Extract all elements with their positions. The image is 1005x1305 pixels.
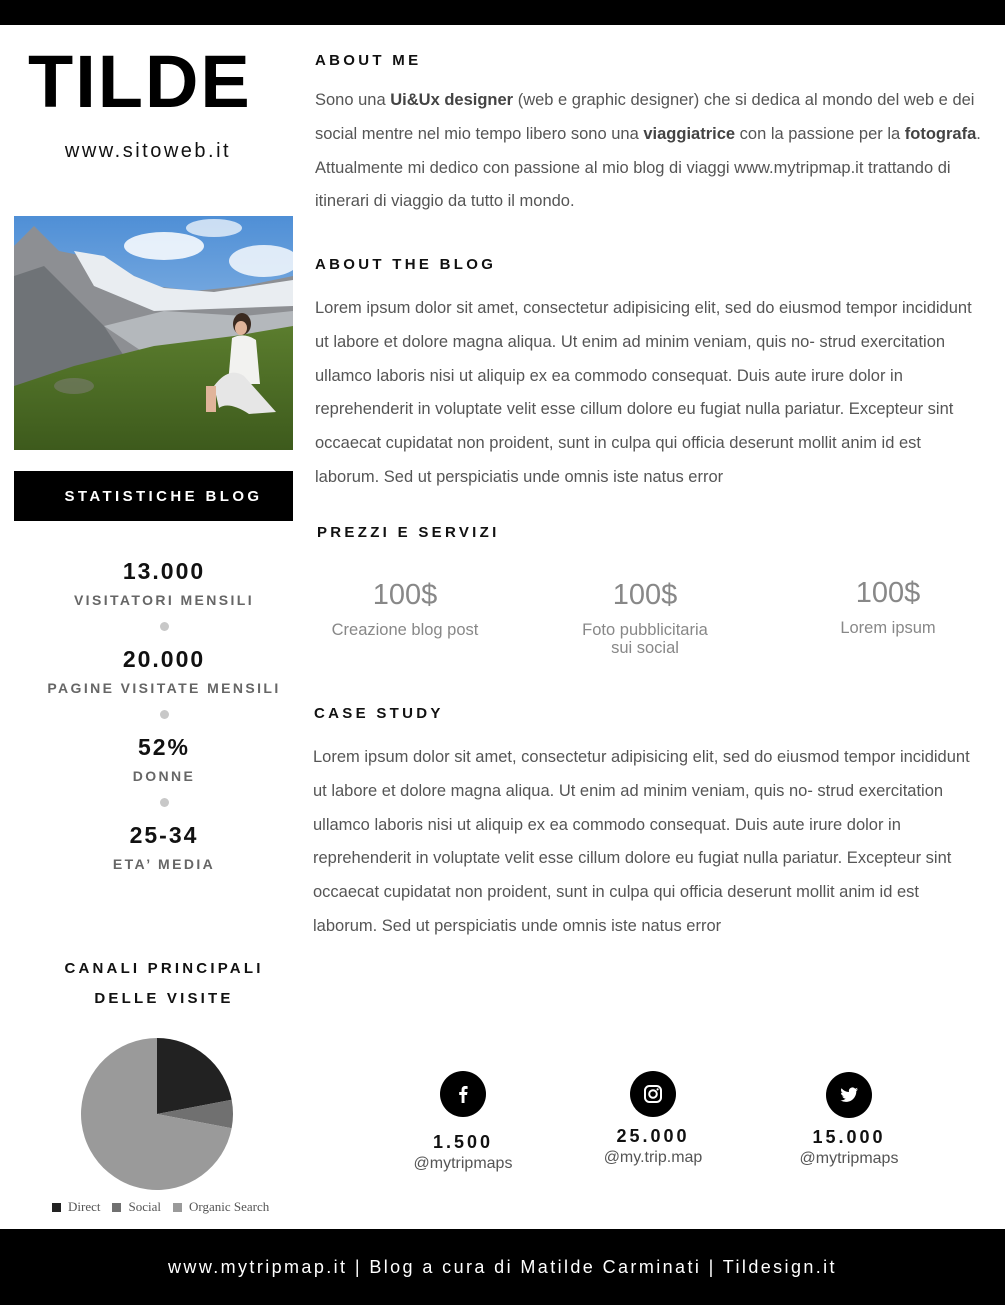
- instagram-icon[interactable]: [630, 1071, 676, 1117]
- social-facebook[interactable]: [388, 1071, 538, 1175]
- price-item: [788, 575, 988, 637]
- stat-label: ETA’ MEDIA: [112, 856, 216, 872]
- social-count: 1.500: [432, 1132, 494, 1152]
- stat-label: DONNE: [132, 768, 196, 784]
- about-me-bold: fotografa: [904, 124, 977, 143]
- channels-title-line2: DELLE VISITE: [94, 990, 234, 1007]
- legend-item-direct: [52, 1199, 100, 1215]
- price-value: 100$: [372, 579, 438, 611]
- stat-item: [14, 556, 314, 610]
- stats-list: [14, 556, 314, 874]
- stat-value: 13.000: [122, 558, 206, 584]
- price-value: 100$: [855, 577, 921, 609]
- stat-item: [14, 820, 314, 874]
- legend-swatch: [112, 1203, 121, 1212]
- separator-dot: [160, 622, 169, 631]
- twitter-icon[interactable]: [826, 1072, 872, 1118]
- profile-photo: [14, 216, 293, 450]
- price-item: [545, 577, 745, 657]
- about-me-text-part: (web e graphic designer) che si dedica al mondo del web e dei social mentre nel mio tempo libero sono una: [315, 91, 975, 143]
- legend-label: Social: [128, 1199, 161, 1214]
- profile-name: TILDE: [28, 40, 252, 123]
- about-me-text-part: . Attualmente mi dedico con passione al mio blog di viaggi www.mytripmap.it trattando di itinerari di viaggio da tutto il mondo.: [315, 124, 981, 211]
- legend-label: Organic Search: [188, 1199, 270, 1214]
- about-me-text: [315, 84, 985, 219]
- about-blog-heading: ABOUT THE BLOG: [315, 256, 497, 273]
- stat-label: VISITATORI MENSILI: [73, 592, 255, 608]
- social-instagram[interactable]: [578, 1071, 728, 1169]
- about-blog-text: Lorem ipsum dolor sit amet, consectetur adipisicing elit, sed do eiusmod tempor incididunt ut labore et dolore magna aliqua. Ut enim ad minim veniam, quis no- strud exercitation ullamco laboris nisi ut aliquip ex ea commodo consequat. Duis aute irure dolor in reprehenderit in voluptate velit esse cillum dolore eu fugiat nulla pariatur. Excepteur sint occaecat cupidatat non proident, sunt in culpa qui officia deserunt mollit anim id est laborum. Sed ut perspiciatis unde omnis iste natus error: [315, 299, 972, 486]
- price-desc: Foto pubblicitaria sui social: [582, 621, 708, 657]
- legend-item-social: [112, 1199, 161, 1215]
- stats-title: STATISTICHE BLOG: [64, 487, 263, 505]
- price-value: 100$: [612, 579, 678, 611]
- social-count: 25.000: [616, 1126, 690, 1146]
- footer-text[interactable]: www.mytripmap.it | Blog a cura di Matilde Carminati | Tildesign.it: [168, 1256, 837, 1277]
- channels-title-line1: CANALI PRINCIPALI: [64, 960, 264, 977]
- legend-swatch: [52, 1203, 61, 1212]
- stat-item: [14, 644, 314, 698]
- about-me-bold: viaggiatrice: [643, 124, 736, 143]
- stat-item: [14, 732, 314, 786]
- separator-dot: [160, 710, 169, 719]
- chart-legend: [52, 1199, 312, 1215]
- stat-value: 20.000: [122, 646, 206, 672]
- case-study-heading: CASE STUDY: [314, 705, 444, 722]
- social-handle[interactable]: @mytripmaps: [799, 1150, 899, 1167]
- stat-value: 25-34: [129, 822, 199, 848]
- stat-value: 52%: [137, 734, 191, 760]
- pricing-heading: PREZZI E SERVIZI: [317, 524, 500, 541]
- legend-label: Direct: [68, 1199, 101, 1214]
- legend-swatch: [173, 1203, 182, 1212]
- case-study-text: Lorem ipsum dolor sit amet, consectetur adipisicing elit, sed do eiusmod tempor incididunt ut labore et dolore magna aliqua. Ut enim ad minim veniam, quis no- strud exercitation ullamco laboris nisi ut aliquip ex ea commodo consequat. Duis aute irure dolor in reprehenderit in voluptate velit esse cillum dolore eu fugiat nulla pariatur. Excepteur sint occaecat cupidatat non proident, sunt in culpa qui officia deserunt mollit anim id est laborum. Sed ut perspiciatis unde omnis iste natus error: [313, 748, 970, 935]
- about-me-text-part: con la passione per la: [735, 124, 905, 143]
- price-item: [305, 577, 505, 639]
- price-desc: Creazione blog post: [331, 621, 479, 639]
- footer-bar: [0, 1229, 1005, 1305]
- about-me-text-part: Sono una: [315, 91, 391, 109]
- about-me-bold: Ui&Ux designer: [390, 91, 514, 109]
- separator-dot: [160, 798, 169, 807]
- profile-website: www.sitoweb.it: [64, 140, 232, 162]
- stat-label: PAGINE VISITATE MENSILI: [47, 680, 281, 696]
- about-me-heading: ABOUT ME: [315, 52, 422, 69]
- social-twitter[interactable]: [774, 1072, 924, 1170]
- facebook-icon[interactable]: [440, 1071, 486, 1117]
- social-handle[interactable]: @mytripmaps: [413, 1155, 513, 1172]
- top-bar: [0, 0, 1005, 25]
- legend-item-organic: [173, 1199, 269, 1215]
- stats-banner: [14, 471, 293, 521]
- social-handle[interactable]: @my.trip.map: [603, 1149, 703, 1166]
- channels-pie-chart: [80, 1037, 234, 1191]
- social-count: 15.000: [812, 1127, 886, 1147]
- price-desc: Lorem ipsum: [840, 619, 936, 637]
- channels-title: [14, 954, 314, 1014]
